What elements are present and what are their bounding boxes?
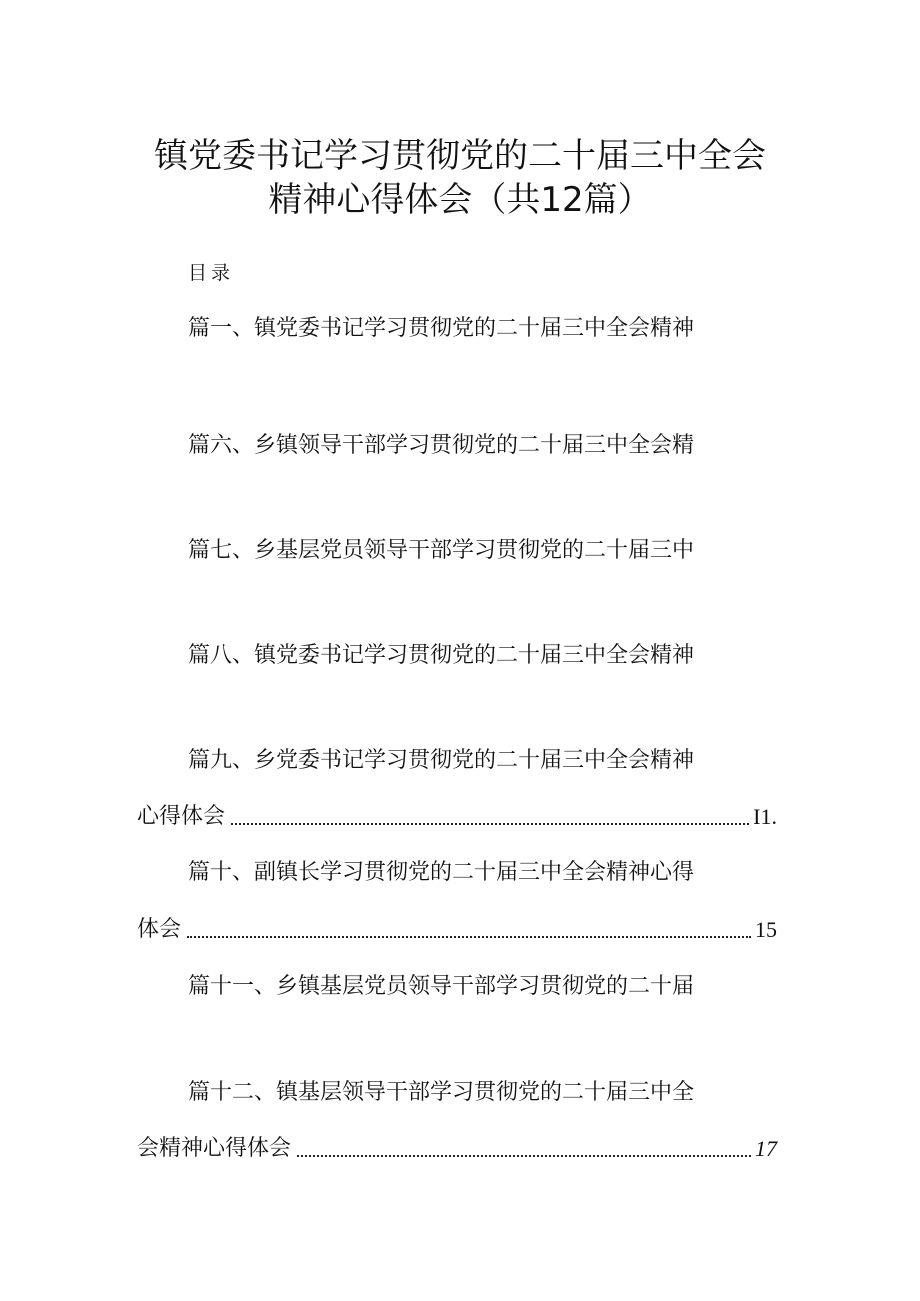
document-title-line-1: 镇党委书记学习贯彻党的二十届三中全会 xyxy=(154,136,766,176)
toc-entry-7[interactable]: 篇七、乡基层党员领导干部学习贯彻党的二十届三中 xyxy=(188,538,695,563)
toc-entry-12-continuation[interactable] xyxy=(137,1134,777,1164)
toc-entry-10[interactable]: 篇十、副镇长学习贯彻党的二十届三中全会精神心得 xyxy=(188,860,695,885)
toc-entry-11[interactable]: 篇十一、乡镇基层党员领导干部学习贯彻党的二十届 xyxy=(188,974,695,999)
toc-entry-12-continuation-text: 会精神心得体会 xyxy=(137,1136,292,1161)
toc-entry-12-page-number: 17 xyxy=(755,1136,777,1161)
toc-entry-10-page-number: 15 xyxy=(755,917,777,942)
toc-leader-dots xyxy=(187,936,751,938)
toc-entry-6[interactable]: 篇六、乡镇领导干部学习贯彻党的二十届三中全会精 xyxy=(188,433,695,458)
toc-entry-9-continuation[interactable] xyxy=(137,802,777,832)
toc-entry-9[interactable]: 篇九、乡党委书记学习贯彻党的二十届三中全会精神 xyxy=(188,748,695,773)
toc-entry-9-page-number: I1. xyxy=(753,804,777,829)
toc-label: 目录 xyxy=(188,262,235,284)
toc-entry-10-continuation[interactable] xyxy=(137,915,777,945)
document-title-line-2: 精神心得体会（共12篇） xyxy=(268,180,652,220)
toc-leader-dots xyxy=(231,823,749,825)
toc-entry-12[interactable]: 篇十二、镇基层领导干部学习贯彻党的二十届三中全 xyxy=(188,1080,695,1105)
toc-entry-9-continuation-text: 心得体会 xyxy=(137,804,226,829)
toc-entry-1[interactable]: 篇一、镇党委书记学习贯彻党的二十届三中全会精神 xyxy=(188,316,695,341)
toc-entry-10-continuation-text: 体会 xyxy=(137,917,182,942)
toc-entry-8[interactable]: 篇八、镇党委书记学习贯彻党的二十届三中全会精神 xyxy=(188,643,695,668)
toc-leader-dots xyxy=(297,1155,751,1157)
